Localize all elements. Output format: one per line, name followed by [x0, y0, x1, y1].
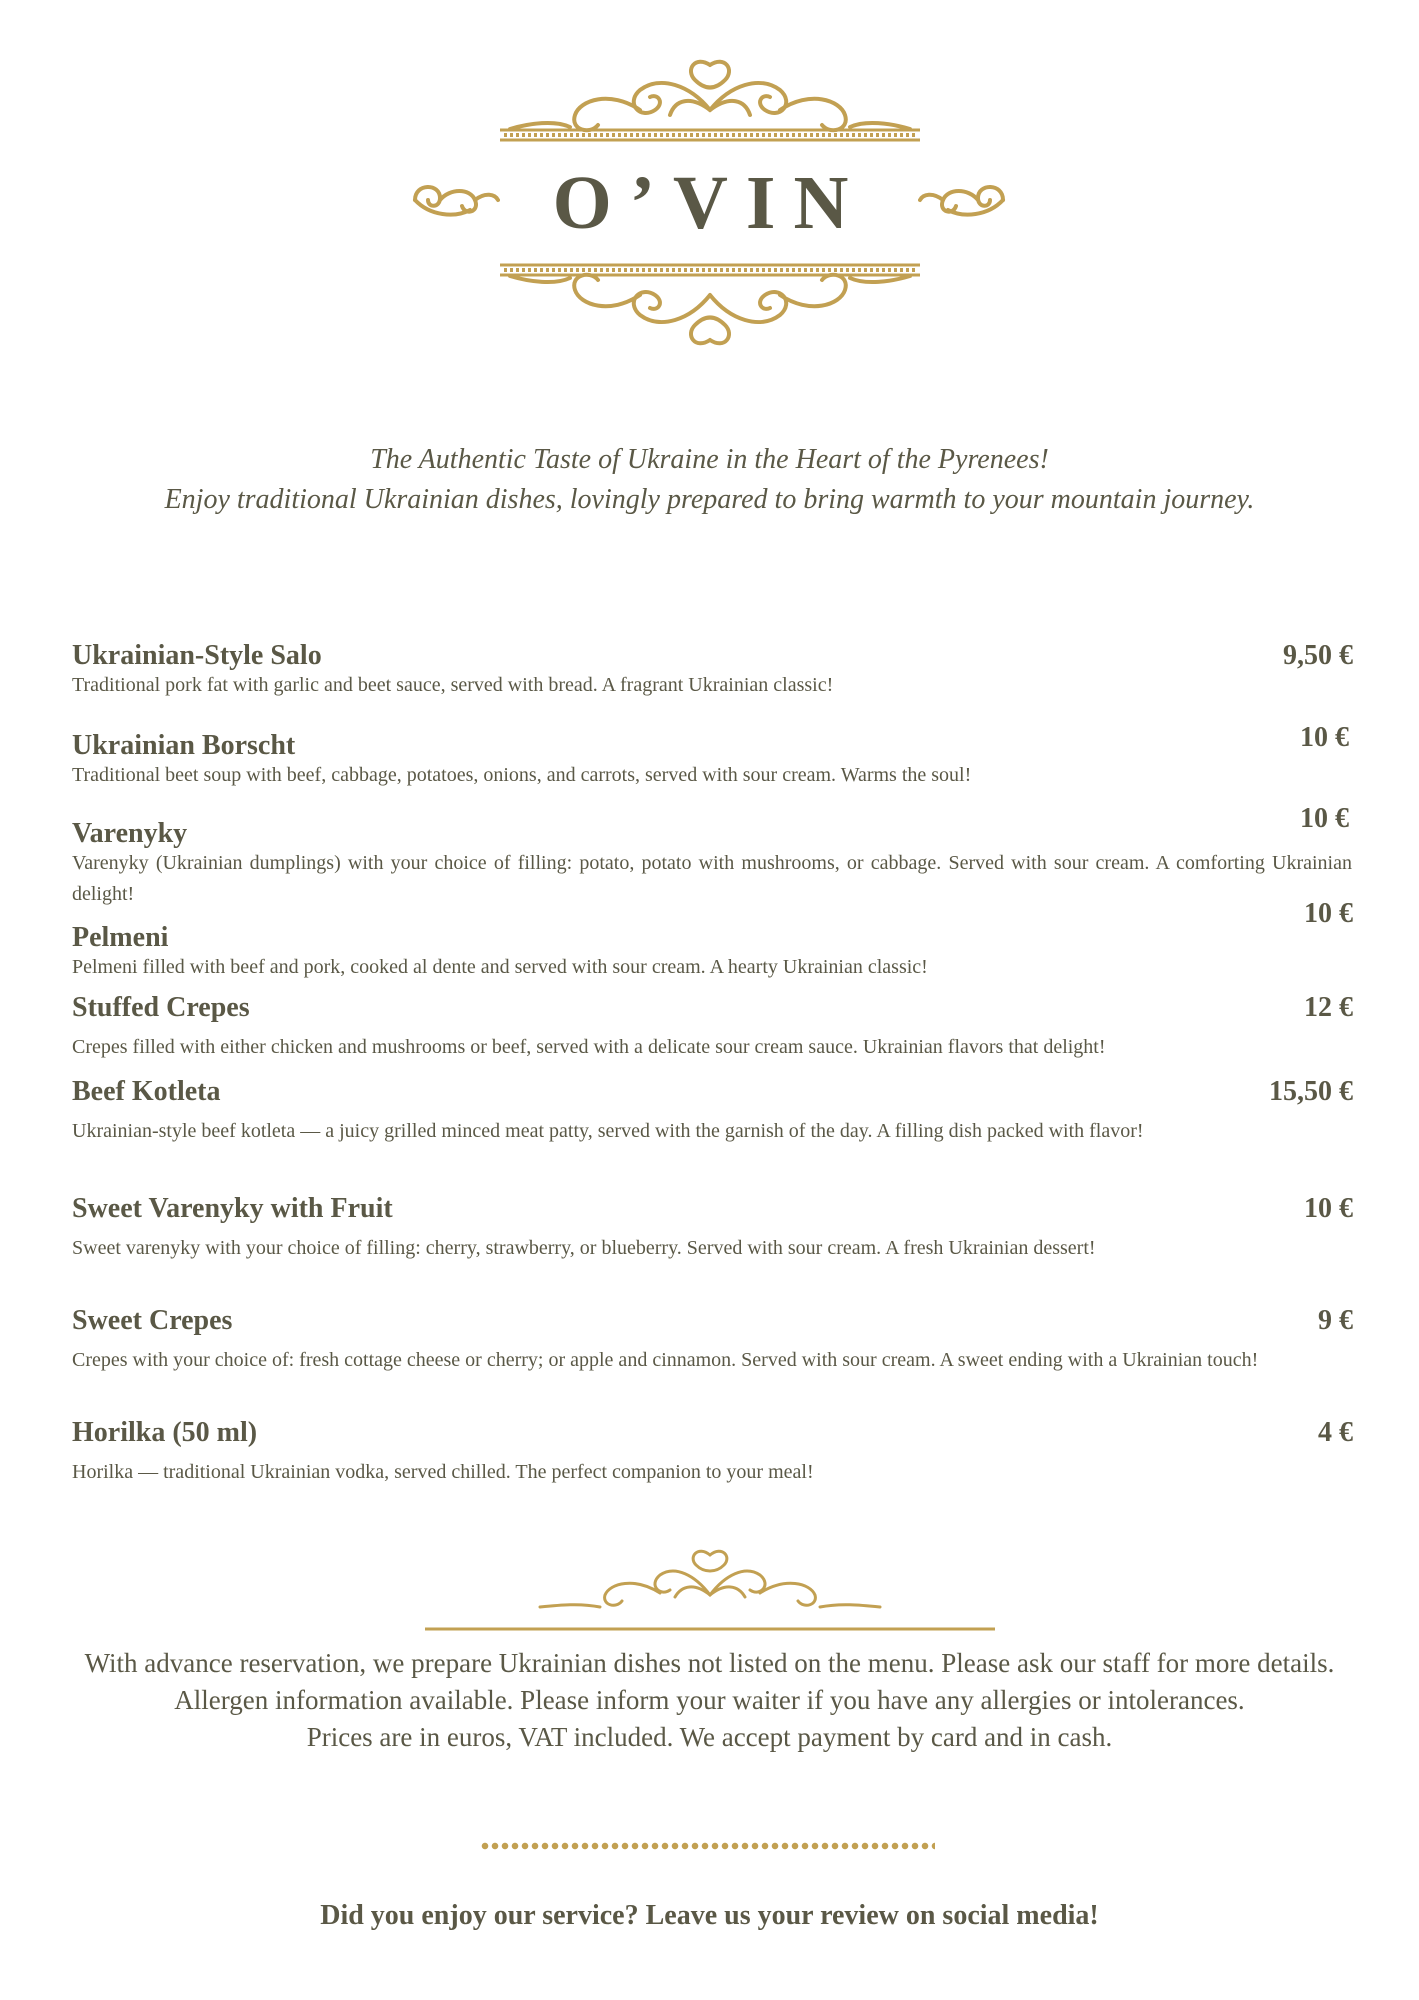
menu-item-description: Sweet varenyky with your choice of filling: cherry, strawberry, or blueberry. Served with sour cream. A fresh Ukrainian dessert!	[72, 1237, 1096, 1259]
footer-notes	[80, 1645, 1339, 1756]
dotted-divider	[480, 1842, 935, 1850]
menu-item-price: 10 €	[1300, 722, 1349, 753]
tagline-line-2: Enjoy traditional Ukrainian dishes, lovingly prepared to bring warmth to your mountain journey.	[164, 484, 1255, 515]
menu-item-borscht	[72, 730, 1352, 791]
menu-item-description: Pelmeni filled with beef and pork, cooked al dente and served with sour cream. A hearty Ukrainian classic!	[72, 956, 928, 978]
menu-item-description: Horilka — traditional Ukrainian vodka, served chilled. The perfect companion to your meal!	[72, 1461, 814, 1483]
menu-item-price: 4 €	[1318, 1417, 1353, 1448]
menu-item-horilka	[72, 1417, 1352, 1488]
menu-item-price: 9 €	[1318, 1305, 1353, 1336]
menu-item-sweet-varenyky	[72, 1193, 1352, 1264]
allergen-note: Allergen information available. Please inform your waiter if you have any allergies or intolerances.	[174, 1685, 1245, 1715]
menu-item-price: 12 €	[1304, 992, 1353, 1023]
menu-item-name: Beef Kotleta	[72, 1076, 221, 1107]
menu-item-description: Ukrainian-style beef kotleta — a juicy grilled minced meat patty, served with the garnish of the day. A filling dish packed with flavor!	[72, 1120, 1144, 1142]
menu-item-name: Pelmeni	[72, 922, 169, 953]
header-bottom-flourish-ornament	[490, 260, 930, 360]
payment-note: Prices are in euros, VAT included. We accept payment by card and in cash.	[306, 1722, 1113, 1752]
top-flourish-ornament	[490, 45, 930, 145]
footer-flourish-ornament	[420, 1535, 1000, 1635]
menu-item-price: 10 €	[1300, 803, 1349, 834]
menu-item-name: Stuffed Crepes	[72, 992, 250, 1023]
menu-item-varenyky	[72, 818, 1352, 910]
menu-item-description: Crepes filled with either chicken and mushrooms or beef, served with a delicate sour cream sauce. Ukrainian flavors that delight!	[72, 1036, 1106, 1058]
menu-item-name: Sweet Crepes	[72, 1305, 233, 1336]
review-prompt: Did you enjoy our service? Leave us your review on social media!	[320, 1900, 1099, 1931]
menu-item-price: 15,50 €	[1269, 1076, 1353, 1107]
menu-item-pelmeni	[72, 922, 1352, 983]
menu-item-name: Sweet Varenyky with Fruit	[72, 1193, 393, 1224]
menu-item-price: 10 €	[1304, 898, 1353, 929]
menu-item-price: 10 €	[1304, 1193, 1353, 1224]
menu-item-description: Traditional beet soup with beef, cabbage, potatoes, onions, and carrots, served with sour cream. Warms the soul!	[72, 764, 972, 786]
tagline	[0, 440, 1419, 520]
menu-item-stuffed-crepes	[72, 992, 1352, 1063]
menu-item-name: Ukrainian-Style Salo	[72, 640, 322, 671]
menu-item-beef-kotleta	[72, 1076, 1352, 1147]
reservation-note: With advance reservation, we prepare Ukrainian dishes not listed on the menu. Please ask our staff for more details.	[84, 1648, 1335, 1678]
menu-item-name: Ukrainian Borscht	[72, 730, 296, 761]
menu-item-name: Horilka (50 ml)	[72, 1417, 258, 1448]
restaurant-name: O’VIN	[552, 161, 867, 245]
menu-item-sweet-crepes	[72, 1305, 1352, 1376]
tagline-line-1: The Authentic Taste of Ukraine in the Heart of the Pyrenees!	[370, 444, 1049, 475]
menu-item-description: Traditional pork fat with garlic and beet sauce, served with bread. A fragrant Ukrainian classic!	[72, 674, 834, 696]
menu-item-salo	[72, 640, 1352, 701]
menu-item-price: 9,50 €	[1283, 640, 1353, 671]
menu-item-name: Varenyky	[72, 818, 188, 849]
menu-item-description: Crepes with your choice of: fresh cottage cheese or cherry; or apple and cinnamon. Served with sour cream. A sweet ending with a Ukrainian touch!	[72, 1349, 1259, 1371]
menu-item-description: Varenyky (Ukrainian dumplings) with your choice of filling: potato, potato with mushrooms, or cabbage. Served with sour cream. A comforting Ukrainian delight!	[72, 852, 1352, 905]
